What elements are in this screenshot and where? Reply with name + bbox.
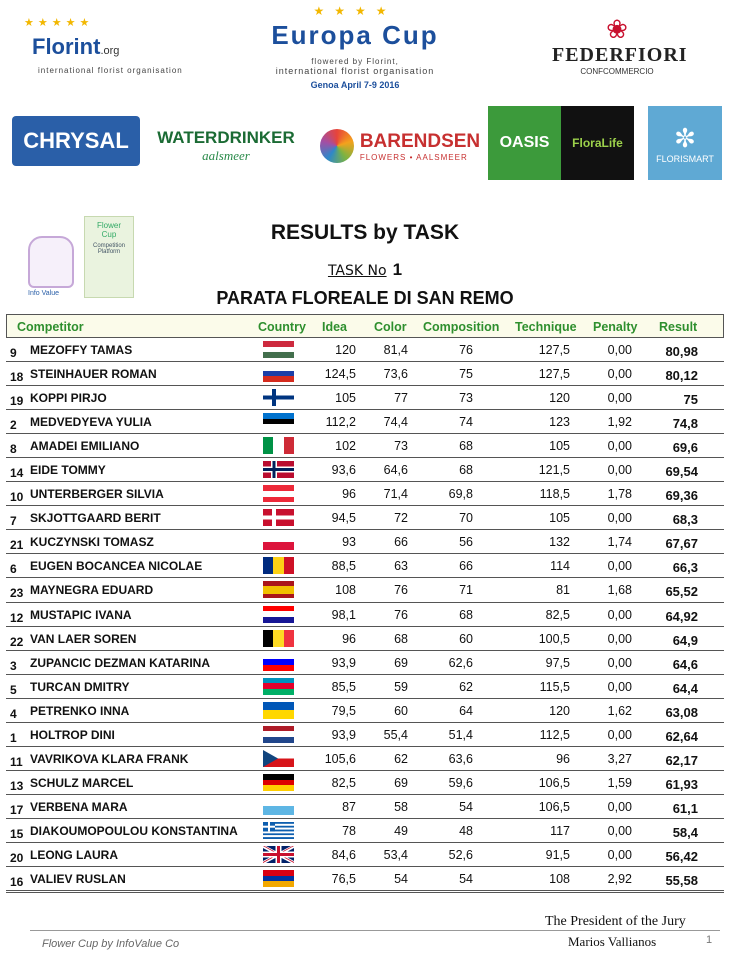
result-cell: 68,3 (672, 512, 698, 528)
technique-cell: 105 (549, 511, 570, 526)
penalty-cell: 0,00 (607, 559, 632, 574)
idea-cell: 93 (342, 535, 356, 550)
country-flag-icon (263, 798, 294, 815)
chrysal-text: CHRYSAL (23, 128, 129, 153)
rank-cell: 1 (10, 730, 17, 745)
flower-cup-title: Flower Cup (96, 221, 121, 239)
table-row (6, 651, 724, 675)
color-cell: 76 (394, 607, 408, 622)
penalty-cell: 0,00 (607, 799, 632, 814)
competitor-cell: AMADEI EMILIANO (30, 439, 140, 454)
europa-line2: international florist organisation (275, 66, 435, 76)
composition-cell: 63,6 (448, 751, 473, 766)
waterdrinker-logo (145, 112, 307, 180)
result-cell: 80,12 (665, 368, 698, 384)
floralife-text: FloraLife (572, 136, 623, 150)
color-cell: 72 (394, 511, 408, 526)
idea-cell: 85,5 (331, 679, 356, 694)
idea-cell: 98,1 (331, 607, 356, 622)
col-idea: Idea (322, 320, 348, 334)
penalty-cell: 0,00 (607, 679, 632, 694)
technique-cell: 120 (549, 703, 570, 718)
result-cell: 69,36 (665, 488, 698, 504)
rank-cell: 12 (10, 610, 24, 625)
country-flag-icon (263, 702, 294, 719)
technique-cell: 97,5 (545, 655, 570, 670)
task-name: PARATA FLOREALE DI SAN REMO (216, 288, 514, 308)
penalty-cell: 1,62 (607, 703, 632, 718)
idea-cell: 94,5 (331, 511, 356, 526)
idea-cell: 87 (342, 799, 356, 814)
color-cell: 53,4 (383, 847, 408, 862)
composition-cell: 66 (459, 559, 473, 574)
idea-cell: 93,9 (331, 655, 356, 670)
federfiori-name: FEDERFIORI (552, 44, 688, 66)
result-cell: 64,92 (665, 608, 698, 624)
idea-cell: 120 (335, 343, 356, 357)
technique-cell: 96 (556, 751, 570, 766)
task-number: 1 (392, 260, 403, 279)
color-cell: 73 (394, 439, 408, 454)
composition-cell: 59,6 (448, 775, 473, 790)
competitor-cell: KOPPI PIRJO (30, 391, 107, 406)
country-flag-icon (263, 341, 294, 358)
color-cell: 66 (394, 535, 408, 550)
table-row (6, 843, 724, 867)
idea-cell: 124,5 (324, 367, 356, 382)
footer-credit: Flower Cup by InfoValue Co (42, 938, 180, 950)
idea-cell: 93,6 (331, 463, 356, 478)
result-cell: 69,54 (665, 464, 698, 480)
color-cell: 58 (394, 799, 408, 814)
country-flag-icon (263, 774, 294, 791)
rank-cell: 7 (10, 514, 17, 529)
competitor-cell: EIDE TOMMY (30, 463, 106, 478)
idea-cell: 88,5 (331, 559, 356, 574)
country-flag-icon (263, 485, 294, 502)
europa-cup-name: Europa Cup (271, 20, 439, 50)
penalty-cell: 0,00 (607, 391, 632, 406)
result-cell: 61,93 (665, 776, 698, 792)
rank-cell: 15 (10, 826, 24, 841)
col-result: Result (659, 320, 698, 334)
country-flag-icon (263, 365, 294, 382)
result-cell: 74,8 (672, 416, 698, 432)
penalty-cell: 0,00 (607, 367, 632, 382)
chrysal-logo (12, 116, 140, 166)
table-header (6, 314, 724, 338)
technique-cell: 100,5 (538, 631, 570, 646)
florint-name: Florint (32, 34, 101, 59)
rank-cell: 5 (10, 682, 17, 697)
composition-cell: 48 (459, 823, 473, 838)
country-flag-icon (263, 557, 294, 574)
technique-cell: 127,5 (538, 343, 570, 357)
competitor-cell: MEDVEDYEVA YULIA (30, 415, 152, 430)
country-flag-icon (263, 846, 294, 863)
rank-cell: 4 (10, 706, 17, 721)
penalty-cell: 0,00 (607, 847, 632, 862)
col-country: Country (258, 320, 306, 334)
penalty-cell: 1,92 (607, 415, 632, 430)
rank-cell: 23 (10, 586, 24, 601)
rank-cell: 18 (10, 370, 24, 385)
idea-cell: 79,5 (331, 703, 356, 718)
technique-cell: 106,5 (538, 799, 570, 814)
country-flag-icon (263, 750, 294, 767)
penalty-cell: 0,00 (607, 607, 632, 622)
composition-cell: 71 (459, 583, 473, 598)
country-flag-icon (263, 630, 294, 647)
composition-cell: 60 (459, 631, 473, 646)
rank-cell: 6 (10, 562, 17, 577)
country-flag-icon (263, 509, 294, 526)
competitor-cell: MEZOFFY TAMAS (30, 343, 133, 357)
color-cell: 55,4 (383, 727, 408, 742)
technique-cell: 118,5 (539, 487, 570, 502)
competitor-cell: VAVRIKOVA KLARA FRANK (30, 751, 189, 766)
table-row (6, 771, 724, 795)
idea-cell: 82,5 (331, 775, 356, 790)
technique-cell: 112,5 (539, 727, 570, 742)
result-cell: 67,67 (665, 536, 698, 552)
composition-cell: 62,6 (448, 655, 473, 670)
competitor-cell: UNTERBERGER SILVIA (30, 487, 164, 502)
technique-cell: 105 (549, 439, 570, 454)
flower-icon (320, 129, 354, 163)
result-cell: 63,08 (665, 704, 698, 720)
florint-logo (14, 12, 214, 75)
idea-cell: 105 (335, 391, 356, 406)
barendsen-text: BARENDSEN (359, 130, 481, 152)
technique-cell: 114 (550, 559, 570, 574)
rank-cell: 8 (10, 442, 17, 457)
technique-cell: 123 (549, 415, 570, 430)
results-title-text: RESULTS by TASK (270, 221, 460, 244)
federfiori-sub: CONFCOMMERCIO (580, 67, 654, 76)
result-cell: 69,6 (672, 440, 698, 456)
table-row (6, 554, 724, 578)
rank-cell: 20 (10, 850, 24, 865)
color-cell: 63 (394, 559, 408, 574)
table-row (6, 362, 724, 386)
oasis-floralife-logo (488, 106, 634, 180)
table-row (6, 867, 724, 891)
result-cell: 55,58 (665, 873, 698, 889)
table-row (6, 578, 724, 602)
technique-cell: 127,5 (538, 367, 570, 382)
country-flag-icon (263, 726, 294, 743)
penalty-cell: 0,00 (607, 343, 632, 357)
penalty-cell: 3,27 (607, 751, 632, 766)
color-cell: 49 (394, 823, 408, 838)
result-cell: 75 (683, 392, 698, 408)
florismart-logo (648, 106, 722, 180)
color-cell: 59 (394, 679, 408, 694)
penalty-cell: 0,00 (607, 655, 632, 670)
color-cell: 54 (394, 872, 408, 887)
color-cell: 69 (394, 775, 408, 790)
country-flag-icon (263, 389, 294, 406)
composition-cell: 68 (459, 439, 473, 454)
competitor-cell: KUCZYNSKI TOMASZ (30, 535, 154, 550)
country-flag-icon (263, 437, 294, 454)
country-flag-icon (263, 413, 294, 430)
composition-cell: 52,6 (448, 847, 473, 862)
stars-icon: ★★★★★ (24, 17, 94, 29)
rank-cell: 17 (10, 802, 24, 817)
technique-cell: 117 (550, 823, 570, 838)
color-cell: 71,4 (383, 487, 408, 502)
competitor-cell: HOLTROP DINI (30, 727, 115, 742)
table-row (6, 386, 724, 410)
penalty-cell: 1,68 (607, 583, 632, 598)
composition-cell: 76 (459, 343, 473, 357)
idea-cell: 84,6 (331, 847, 356, 862)
composition-cell: 68 (459, 463, 473, 478)
table-row (6, 458, 724, 482)
country-flag-icon (263, 606, 294, 623)
result-cell: 66,3 (672, 560, 698, 576)
technique-cell: 82,5 (545, 607, 570, 622)
penalty-cell: 2,92 (607, 872, 632, 887)
result-cell: 58,4 (672, 824, 698, 840)
europa-line1: flowered by Florint, (311, 57, 399, 66)
col-technique: Technique (515, 320, 577, 334)
technique-cell: 121,5 (538, 463, 570, 478)
results-table (6, 338, 724, 891)
table-row (6, 506, 724, 530)
europa-cup-logo (240, 4, 470, 99)
table-row (6, 410, 724, 434)
country-flag-icon (263, 678, 294, 695)
table-row (6, 723, 724, 747)
waterdrinker-sub: aalsmeer (202, 148, 250, 163)
penalty-cell: 0,00 (607, 511, 632, 526)
result-cell: 64,6 (672, 656, 698, 672)
composition-cell: 68 (459, 607, 473, 622)
flower-cup-subtitle: Competition Platform (92, 243, 125, 255)
idea-cell: 96 (342, 487, 356, 502)
stars-icon: ★★★★ (313, 4, 397, 18)
result-cell: 65,52 (665, 584, 698, 600)
result-cell: 80,98 (665, 344, 698, 359)
penalty-cell: 0,00 (607, 463, 632, 478)
penalty-cell: 1,78 (607, 487, 632, 502)
competitor-cell: MAYNEGRA EDUARD (30, 583, 154, 598)
snowflake-flower-icon: ✼ (674, 123, 696, 153)
task-label: TASK No (327, 263, 387, 279)
jury-name: Marios Vallianos (568, 934, 657, 949)
barendsen-logo (316, 112, 484, 180)
technique-cell: 106,5 (538, 775, 570, 790)
color-cell: 76 (394, 583, 408, 598)
rank-cell: 14 (10, 466, 24, 481)
country-flag-icon (263, 533, 294, 550)
idea-cell: 108 (335, 583, 356, 598)
rank-cell: 2 (10, 418, 17, 433)
col-color: Color (374, 320, 407, 334)
composition-cell: 75 (459, 367, 473, 382)
composition-cell: 56 (459, 535, 473, 550)
country-flag-icon (263, 461, 294, 478)
idea-cell: 93,9 (331, 727, 356, 742)
idea-cell: 105,6 (324, 751, 356, 766)
result-cell: 62,17 (665, 752, 698, 768)
color-cell: 74,4 (383, 415, 408, 430)
composition-cell: 62 (459, 679, 473, 694)
rank-cell: 3 (10, 658, 17, 673)
rank-cell: 21 (10, 538, 24, 553)
competitor-cell: ZUPANCIC DEZMAN KATARINA (30, 655, 210, 670)
table-row (6, 434, 724, 458)
table-row (6, 603, 724, 627)
col-competitor: Competitor (17, 320, 84, 334)
country-flag-icon (263, 870, 294, 887)
table-row (6, 699, 724, 723)
table-row (6, 338, 724, 362)
competitor-cell: SCHULZ MARCEL (30, 775, 134, 790)
penalty-cell: 1,59 (607, 775, 632, 790)
florint-tagline: international florist organisation (38, 66, 183, 75)
idea-cell: 78 (342, 823, 356, 838)
oasis-text: OASIS (488, 106, 561, 180)
penalty-cell: 0,00 (607, 631, 632, 646)
color-cell: 81,4 (383, 343, 408, 357)
color-cell: 73,6 (383, 367, 408, 382)
competitor-cell: SKJOTTGAARD BERIT (30, 511, 161, 526)
competitor-cell: LEONG LAURA (30, 847, 118, 862)
rank-cell: 19 (10, 394, 24, 409)
country-flag-icon (263, 654, 294, 671)
competitor-cell: VERBENA MARA (30, 799, 128, 814)
jury-title: The President of the Jury (545, 914, 686, 929)
table-row (6, 795, 724, 819)
florint-suffix: .org (100, 45, 120, 57)
europa-dates: Genoa April 7-9 2016 (310, 80, 400, 90)
idea-cell: 76,5 (331, 872, 356, 887)
technique-cell: 115,5 (539, 679, 570, 694)
table-row (6, 819, 724, 843)
color-cell: 69 (394, 655, 408, 670)
competitor-cell: VAN LAER SOREN (30, 631, 137, 646)
table-row (6, 675, 724, 699)
table-row (6, 747, 724, 771)
country-flag-icon (263, 822, 294, 839)
barendsen-sub: FLOWERS • AALSMEER (359, 152, 468, 162)
rank-cell: 16 (10, 875, 24, 890)
penalty-cell: 1,74 (607, 535, 632, 550)
color-cell: 68 (394, 631, 408, 646)
color-cell: 64,6 (383, 463, 408, 478)
composition-cell: 73 (459, 391, 473, 406)
col-composition: Composition (423, 320, 500, 334)
technique-cell: 120 (549, 391, 570, 406)
composition-cell: 64 (459, 703, 473, 718)
florismart-text: FLORISMART (656, 154, 714, 164)
federfiori-logo (552, 14, 688, 94)
composition-cell: 54 (459, 872, 473, 887)
page-number: 1 (706, 934, 713, 946)
result-cell: 56,42 (665, 848, 698, 864)
composition-cell: 51,4 (448, 727, 473, 742)
result-cell: 64,9 (672, 632, 698, 648)
competitor-cell: STEINHAUER ROMAN (30, 367, 157, 382)
table-row (6, 627, 724, 651)
technique-cell: 132 (549, 535, 570, 550)
rank-cell: 22 (10, 634, 24, 649)
color-cell: 62 (394, 751, 408, 766)
waterdrinker-text: WATERDRINKER (157, 128, 295, 147)
technique-cell: 81 (556, 583, 570, 598)
composition-cell: 74 (459, 415, 473, 430)
flower-icon: ❀ (606, 14, 628, 44)
penalty-cell: 0,00 (607, 439, 632, 454)
competitor-cell: TURCAN DMITRY (30, 679, 130, 694)
color-cell: 77 (394, 391, 408, 406)
col-penalty: Penalty (593, 320, 638, 334)
composition-cell: 70 (459, 511, 473, 526)
competitor-cell: DIAKOUMOPOULOU KONSTANTINA (30, 823, 238, 838)
competitor-cell: MUSTAPIC IVANA (30, 607, 132, 622)
result-cell: 62,64 (665, 728, 698, 744)
task-line (0, 260, 730, 280)
country-flag-icon (263, 581, 294, 598)
page-title (0, 221, 730, 245)
table-bottom-rule (6, 892, 724, 893)
table-row (6, 482, 724, 506)
idea-cell: 112,2 (325, 415, 356, 430)
technique-cell: 91,5 (545, 847, 570, 862)
idea-cell: 96 (342, 631, 356, 646)
competitor-cell: PETRENKO INNA (30, 703, 130, 718)
penalty-cell: 0,00 (607, 823, 632, 838)
composition-cell: 54 (459, 799, 473, 814)
composition-cell: 69,8 (448, 487, 473, 502)
rank-cell: 10 (10, 490, 24, 505)
rank-cell: 9 (10, 346, 17, 360)
penalty-cell: 0,00 (607, 727, 632, 742)
footer-rule (30, 930, 720, 931)
rank-cell: 11 (10, 754, 23, 769)
competitor-cell: VALIEV RUSLAN (30, 872, 126, 887)
result-cell: 61,1 (672, 800, 698, 816)
color-cell: 60 (394, 703, 408, 718)
technique-cell: 108 (549, 872, 570, 887)
competitor-cell: EUGEN BOCANCEA NICOLAE (30, 559, 203, 574)
result-cell: 64,4 (672, 680, 698, 696)
info-value-label: Info Value (28, 290, 60, 297)
idea-cell: 102 (335, 439, 356, 454)
table-row (6, 530, 724, 554)
rank-cell: 13 (10, 778, 24, 793)
